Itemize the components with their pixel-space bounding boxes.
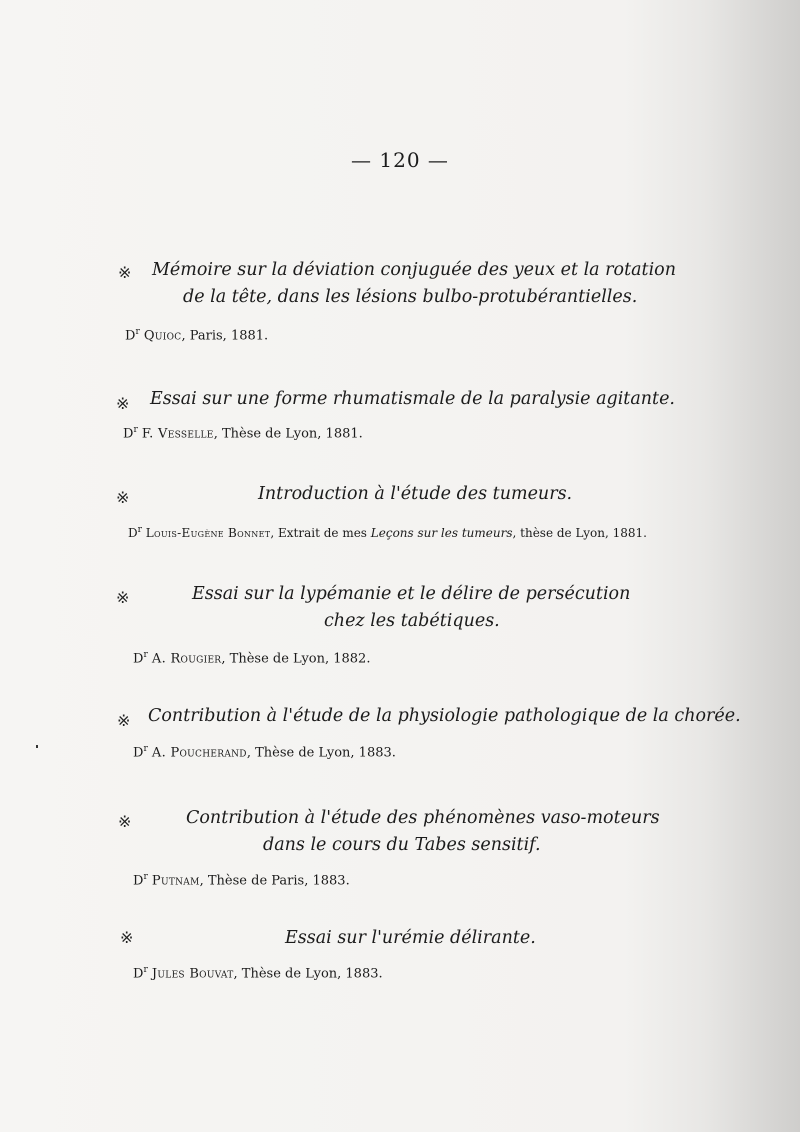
author-details: , Thèse de Lyon, 1883. [246,745,396,761]
author-work-title: Leçons sur les tumeurs [370,526,513,540]
author-name: Putnam [151,873,200,889]
entry-title-line: Essai sur une forme rhumatismale de la paralysie agitante. [150,389,675,409]
author-name: Jules Bouvat [151,966,234,982]
asterism-icon: ※ [116,588,130,607]
author-details: , Extrait de mes [270,526,371,540]
author-details: , Thèse de Paris, 1883. [199,873,350,889]
entry-title-line: Essai sur l'urémie délirante. [285,928,536,948]
author-prefix: D [123,426,134,442]
asterism-icon: ※ [120,928,134,947]
author-details-2: , thèse de Lyon, 1881. [512,526,647,540]
author-name: A. Poucherand [151,745,247,761]
author-prefix: D [133,873,144,889]
author-name: F. Vesselle [141,426,214,442]
entry-author [133,872,350,888]
entry-author [133,744,396,760]
author-name: A. Rougier [151,651,222,667]
asterism-icon: ※ [118,263,132,282]
author-sup: r [133,425,138,435]
entry-title-line: Essai sur la lypémanie et le délire de persécution [192,584,631,604]
asterism-icon: ※ [118,812,132,831]
asterism-icon: ※ [116,488,130,507]
ink-speck [36,745,38,748]
author-name: Louis-Eugène Bonnet [145,526,271,540]
author-details: , Thèse de Lyon, 1882. [221,651,371,667]
asterism-icon: ※ [117,711,131,730]
entry-title-line: dans le cours du Tabes sensitif. [263,835,541,855]
entry-title-line: Introduction à l'étude des tumeurs. [258,484,573,504]
asterism-icon: ※ [116,394,130,413]
author-prefix: D [133,745,144,761]
author-prefix: D [133,966,144,982]
author-details: , Thèse de Lyon, 1881. [213,426,363,442]
entry-author [125,327,268,343]
entry-title-line: Contribution à l'étude de la physiologie pathologique de la chorée. [148,706,741,726]
entry-title-line: chez les tabétiques. [324,611,500,631]
entry-author [128,525,647,540]
entry-author [133,650,370,666]
entry-title-line: Mémoire sur la déviation conjuguée des yeux et la rotation [152,260,676,280]
author-prefix: D [133,651,144,667]
entry-title-line: Contribution à l'étude des phénomènes vaso-moteurs [186,808,660,828]
author-sup: r [143,744,148,754]
author-sup: r [135,327,140,337]
author-sup: r [137,525,142,535]
page-number: — 120 — [351,148,449,172]
entry-author [123,425,363,441]
entry-title-line: de la tête, dans les lésions bulbo-protubérantielles. [183,287,638,307]
author-prefix: D [125,328,136,344]
entry-author [133,965,383,981]
author-details: , Thèse de Lyon, 1883. [233,966,383,982]
author-sup: r [143,965,148,975]
author-prefix: D [128,526,138,540]
author-details: , Paris, 1881. [181,328,269,344]
author-sup: r [143,872,148,882]
author-sup: r [143,650,148,660]
author-name: Quioc [143,328,182,344]
